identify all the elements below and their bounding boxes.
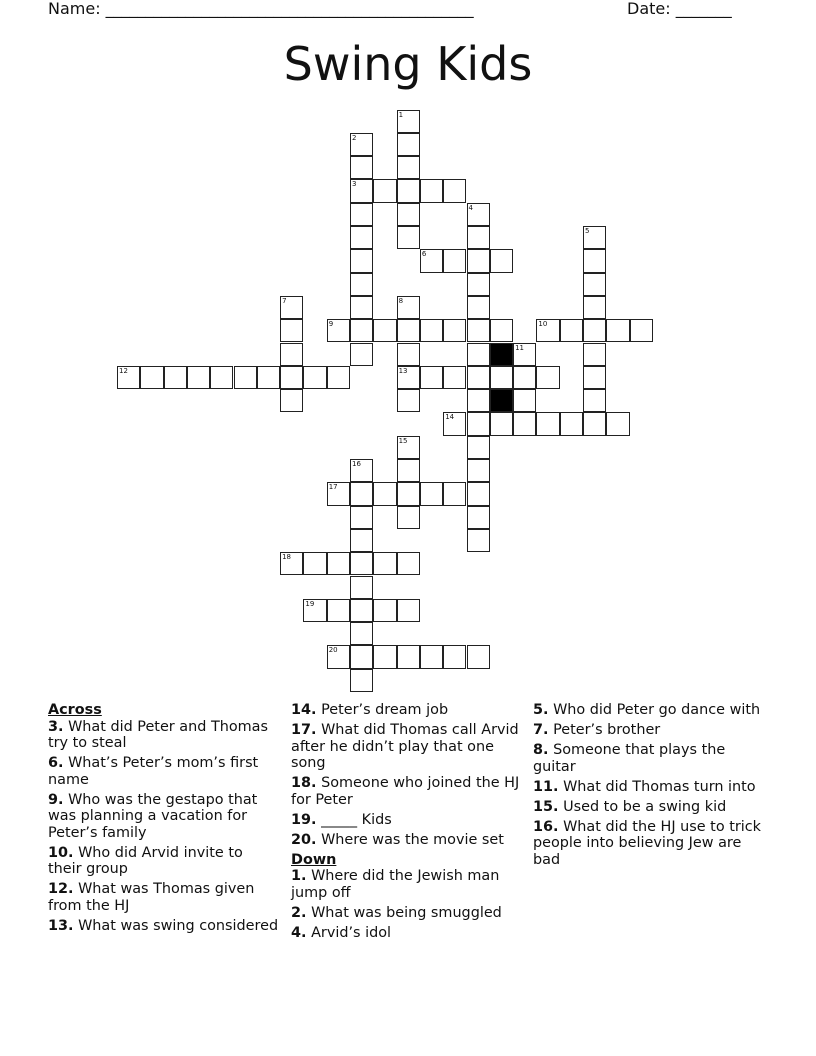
crossword-cell[interactable] [467,319,490,342]
clue-number: 13. [48,917,74,934]
clue-number: 2. [291,904,307,921]
crossword-cell[interactable] [513,343,536,366]
clue-text: What did Peter and Thomas try to steal [48,718,268,751]
clue-number: 1. [291,868,307,884]
crossword-cell[interactable] [560,412,583,435]
crossword-cell[interactable] [257,366,280,389]
crossword-cell[interactable] [583,226,606,249]
crossword-cell[interactable] [467,366,490,389]
crossword-cell[interactable] [467,273,490,296]
crossword-cell[interactable] [443,412,466,435]
clue-number: 9. [48,791,64,808]
crossword-cell[interactable] [327,599,350,622]
crossword-black-cell [490,389,513,412]
crossword-cell[interactable] [327,366,350,389]
clue-item [48,845,280,878]
crossword-cell[interactable] [583,249,606,272]
crossword-cell[interactable] [350,226,373,249]
across-heading: Across [48,702,102,718]
crossword-cell[interactable] [234,366,257,389]
clue-item [291,722,523,772]
crossword-cell[interactable] [420,319,443,342]
clue-item [48,719,280,752]
clue-number: 15. [533,798,559,815]
clue-number: 17. [291,722,317,738]
crossword-cell[interactable] [187,366,210,389]
clue-number: 18. [291,775,317,791]
clue-number: 7. [533,722,549,738]
crossword-cell[interactable] [560,319,583,342]
clue-text: What was being smuggled [311,904,502,921]
clue-item [291,832,523,849]
crossword-cell[interactable] [513,412,536,435]
clue-item [291,812,523,829]
crossword-cell[interactable] [513,366,536,389]
crossword-cell[interactable] [467,506,490,529]
clue-number: 12. [48,881,74,897]
clue-item [48,755,280,788]
crossword-cell[interactable] [373,645,396,668]
crossword-cell[interactable] [350,459,373,482]
clue-number: 4. [291,924,307,941]
crossword-cell[interactable] [397,319,420,342]
crossword-cell[interactable] [397,156,420,179]
cell-number: 4 [468,203,473,212]
cell-number: 12 [119,366,128,375]
clue-number: 8. [533,742,549,758]
crossword-cell[interactable] [397,296,420,319]
clue-column-1 [48,702,280,938]
crossword-cell[interactable] [397,436,420,459]
crossword-cell[interactable] [350,529,373,552]
crossword-cell[interactable] [373,319,396,342]
clue-item [291,702,523,719]
crossword-cell[interactable] [280,552,303,575]
clue-item [533,799,765,816]
crossword-cell[interactable] [373,552,396,575]
clue-item [533,779,765,796]
crossword-cell[interactable] [420,179,443,202]
clue-number: 11. [533,778,559,795]
crossword-cell[interactable] [397,459,420,482]
crossword-cell[interactable] [583,273,606,296]
crossword-cell[interactable] [280,296,303,319]
cell-number: 5 [585,227,590,235]
clue-number: 10. [48,844,74,861]
crossword-cell[interactable] [397,599,420,622]
cell-number: 9 [328,320,334,329]
clue-item [48,792,280,842]
cell-number: 7 [282,296,287,305]
crossword-cell[interactable] [397,645,420,668]
crossword-cell[interactable] [397,110,420,133]
cell-number: 6 [421,250,427,259]
clue-item [291,775,523,808]
clue-item [291,925,523,942]
crossword-cell[interactable] [420,645,443,668]
clue-number: 20. [291,831,317,848]
crossword-cell[interactable] [303,599,326,622]
crossword-cell[interactable] [350,622,373,645]
crossword-cell[interactable] [397,133,420,156]
clue-number: 14. [291,702,317,718]
clue-text: What was swing considered [78,917,279,934]
cell-number: 10 [538,320,548,329]
crossword-cell[interactable] [467,645,490,668]
clue-item [291,905,523,922]
crossword-cell[interactable] [443,179,466,202]
clue-item [533,722,765,739]
crossword-cell[interactable] [350,576,373,599]
crossword-cell[interactable] [606,412,629,435]
clue-text: What was Thomas given from the HJ [48,881,255,914]
clue-text: Used to be a swing kid [563,798,727,815]
crossword-cell[interactable] [467,203,490,226]
cell-number: 8 [398,296,404,305]
clue-text: Someone who joined the HJ for Peter [291,775,520,808]
clue-text: Who was the gestapo that was planning a vacation for Peter’s family [48,791,258,841]
crossword-cell[interactable] [397,389,420,412]
crossword-cell[interactable] [350,669,373,692]
crossword-cell[interactable] [280,319,303,342]
cell-number: 13 [398,366,408,375]
clue-column-3 [533,702,765,872]
crossword-cell[interactable] [467,436,490,459]
clue-text: Who did Arvid invite to their group [48,844,243,877]
crossword-cell[interactable] [397,203,420,226]
clue-text: Peter’s dream job [321,702,449,718]
crossword-cell[interactable] [373,179,396,202]
clue-text: What’s Peter’s mom’s first name [48,755,259,788]
crossword-cell[interactable] [490,319,513,342]
clue-item [48,881,280,914]
clue-text: _____ Kids [321,811,392,828]
crossword-cell[interactable] [350,273,373,296]
crossword-cell[interactable] [117,366,140,389]
crossword-cell[interactable] [536,412,559,435]
crossword-cell[interactable] [467,412,490,435]
clue-item [533,742,765,775]
cell-number: 16 [352,460,361,468]
crossword-black-cell [490,343,513,366]
crossword-cell[interactable] [443,249,466,272]
crossword-cell[interactable] [467,459,490,482]
clue-item [533,819,765,869]
crossword-cell[interactable] [443,366,466,389]
clue-item [533,702,765,719]
clue-item [291,868,523,901]
crossword-cell[interactable] [606,319,629,342]
crossword-cell[interactable] [467,296,490,319]
crossword-cell[interactable] [397,366,420,389]
crossword-cell[interactable] [350,296,373,319]
crossword-cell[interactable] [280,389,303,412]
crossword-cell[interactable] [490,412,513,435]
cell-number: 19 [305,599,315,608]
crossword-cell[interactable] [350,249,373,272]
crossword-cell[interactable] [467,529,490,552]
crossword-cell[interactable] [140,366,163,389]
crossword-cell[interactable] [467,343,490,366]
down-heading: Down [291,851,337,868]
clue-item [48,918,280,935]
crossword-cell[interactable] [210,366,233,389]
clue-column-2 [291,702,523,945]
crossword-cell[interactable] [350,203,373,226]
crossword-cell[interactable] [467,389,490,412]
clue-text: Where was the movie set [321,831,504,848]
crossword-cell[interactable] [583,296,606,319]
crossword-cell[interactable] [350,645,373,668]
crossword-cell[interactable] [467,226,490,249]
cell-number: 18 [282,553,292,562]
crossword-cell[interactable] [350,133,373,156]
crossword-cell[interactable] [164,366,187,389]
crossword-cell[interactable] [327,319,350,342]
crossword-cell[interactable] [350,482,373,505]
clue-number: 5. [533,702,549,718]
crossword-cell[interactable] [583,389,606,412]
clue-text: Who did Peter go dance with [553,702,761,718]
crossword-cell[interactable] [397,343,420,366]
crossword-cell[interactable] [536,319,559,342]
crossword-cell[interactable] [490,249,513,272]
crossword-cell[interactable] [420,482,443,505]
clue-number: 6. [48,755,64,771]
crossword-cell[interactable] [350,319,373,342]
crossword-cell[interactable] [397,506,420,529]
crossword-cell[interactable] [397,482,420,505]
cell-number: 2 [352,133,357,142]
crossword-cell[interactable] [583,412,606,435]
clue-text: Where did the Jewish man jump off [291,868,500,901]
crossword-cell[interactable] [350,552,373,575]
crossword-cell[interactable] [327,552,350,575]
crossword-cell[interactable] [280,366,303,389]
crossword-cell[interactable] [397,226,420,249]
crossword-cell[interactable] [303,552,326,575]
clue-text: What did the HJ use to trick people into believing Jew are bad [533,818,762,868]
cell-number: 11 [515,343,525,352]
crossword-cell[interactable] [420,249,443,272]
crossword-cell[interactable] [443,645,466,668]
crossword-cell[interactable] [303,366,326,389]
cell-number: 15 [398,436,408,445]
clue-text: Someone that plays the guitar [533,742,726,775]
page-title: Swing Kids [283,37,533,91]
crossword-cell[interactable] [280,343,303,366]
cell-number: 14 [445,413,455,422]
crossword-cell[interactable] [350,599,373,622]
date-field-label: Date: _______ [627,0,732,18]
crossword-cell[interactable] [350,179,373,202]
crossword-cell[interactable] [397,552,420,575]
clue-number: 16. [533,818,559,835]
clue-number: 3. [48,718,64,735]
crossword-cell[interactable] [583,343,606,366]
crossword-cell[interactable] [397,179,420,202]
cell-number: 20 [328,646,338,655]
crossword-cell[interactable] [327,482,350,505]
clue-text: Arvid’s idol [311,924,392,941]
crossword-cell[interactable] [490,366,513,389]
crossword-cell[interactable] [350,506,373,529]
crossword-cell[interactable] [350,156,373,179]
crossword-cell[interactable] [420,366,443,389]
cell-number: 3 [352,180,357,189]
crossword-cell[interactable] [583,319,606,342]
crossword-cell[interactable] [536,366,559,389]
clue-text: What did Thomas call Arvid after he didn’t play that one song [291,722,519,771]
crossword-cell[interactable] [373,599,396,622]
crossword-cell[interactable] [350,343,373,366]
crossword-cell[interactable] [373,482,396,505]
crossword-cell[interactable] [583,366,606,389]
cell-number: 17 [328,483,338,492]
cell-number: 1 [398,110,404,119]
clue-number: 19. [291,811,317,828]
clue-text: What did Thomas turn into [563,778,756,795]
crossword-cell[interactable] [467,482,490,505]
crossword-cell[interactable] [630,319,653,342]
crossword-cell[interactable] [443,319,466,342]
crossword-cell[interactable] [443,482,466,505]
clue-text: Peter’s brother [553,722,661,738]
crossword-cell[interactable] [467,249,490,272]
crossword-cell[interactable] [327,645,350,668]
crossword-cell[interactable] [513,389,536,412]
name-field-label: Name: ______________________________________________ [48,0,474,18]
